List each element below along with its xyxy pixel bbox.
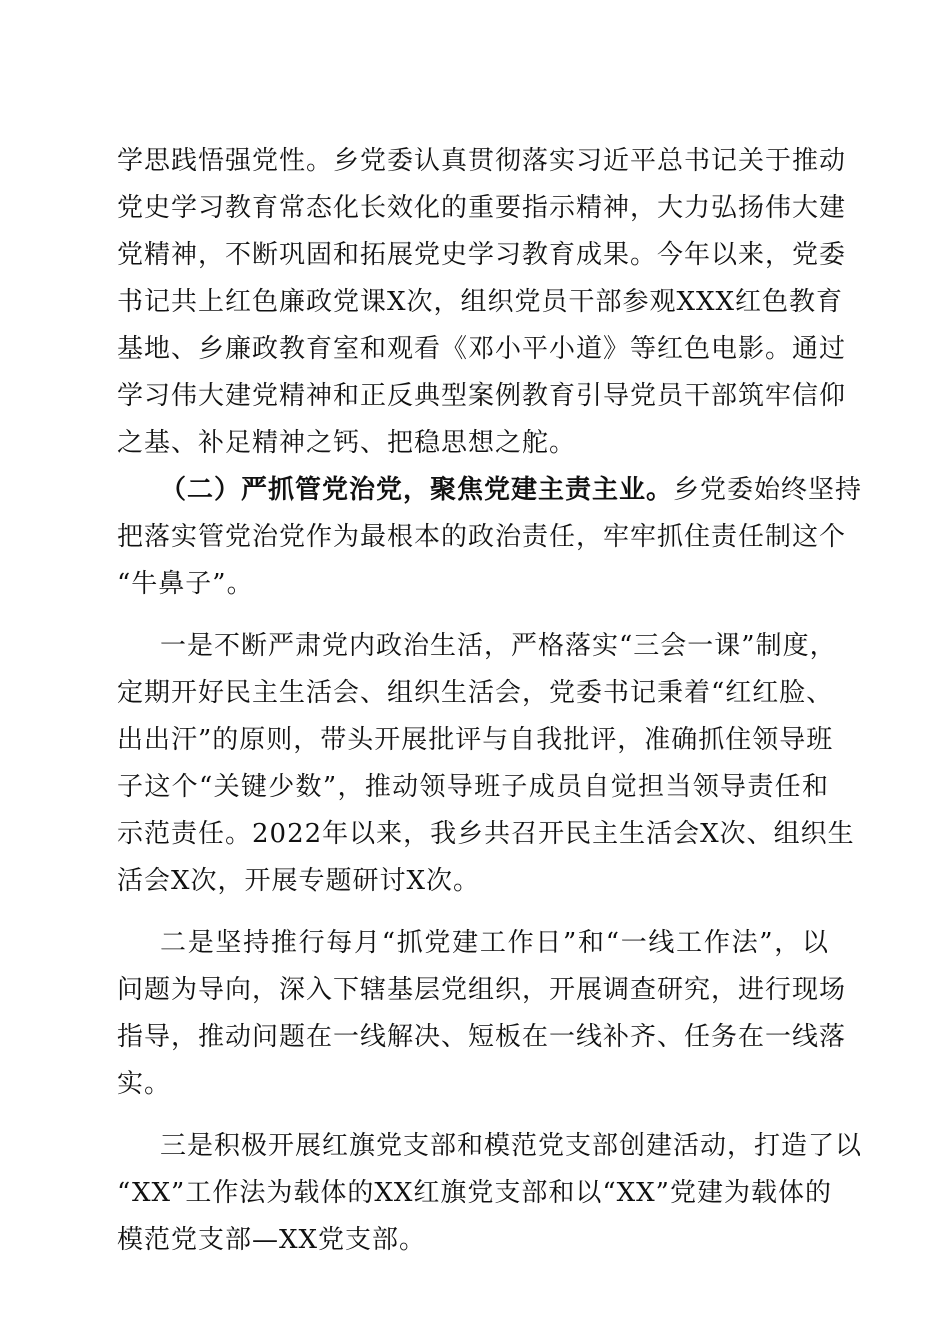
section-heading-line — [160, 468, 863, 512]
paragraph-line: 出出汗”的原则，带头开展批评与自我批评，准确抓住领导班 — [117, 725, 834, 755]
paragraph-line: 定期开好民主生活会、组织生活会，党委书记秉着“红红脸、 — [117, 678, 834, 708]
paragraph-line: 一是不断严肃党内政治生活，严格落实“三会一课”制度， — [160, 631, 837, 661]
paragraph-line: 书记共上红色廉政党课X次，组织党员干部参观XXX红色教育 — [117, 287, 844, 317]
paragraph-line: 之基、补足精神之钙、把稳思想之舵。 — [117, 428, 577, 458]
paragraph-line: 模范党支部—XX党支部。 — [117, 1225, 427, 1255]
paragraph-line: 示范责任。2022年以来，我乡共召开民主生活会X次、组织生 — [117, 819, 855, 849]
paragraph-line: 学思践悟强党性。乡党委认真贯彻落实习近平总书记关于推动 — [117, 146, 847, 176]
paragraph-line: 党精神，不断巩固和拓展党史学习教育成果。今年以来，党委 — [117, 240, 847, 270]
paragraph-line: 指导，推动问题在一线解决、短板在一线补齐、任务在一线落 — [117, 1022, 847, 1052]
paragraph-line: 子这个“关键少数”，推动领导班子成员自觉担当领导责任和 — [117, 772, 829, 802]
paragraph-line: 三是积极开展红旗党支部和模范党支部创建活动，打造了以 — [160, 1131, 863, 1161]
paragraph-line: 学习伟大建党精神和正反典型案例教育引导党员干部筑牢信仰 — [117, 381, 847, 411]
paragraph-line: 基地、乡廉政教育室和观看《邓小平小道》等红色电影。通过 — [117, 334, 847, 364]
paragraph-line: 问题为导向，深入下辖基层党组织，开展调查研究，进行现场 — [117, 975, 847, 1005]
paragraph-line: 二是坚持推行每月“抓党建工作日”和“一线工作法”，以 — [160, 928, 829, 958]
paragraph-line: 党史学习教育常态化长效化的重要指示精神，大力弘扬伟大建 — [117, 193, 847, 223]
paragraph-line: “牛鼻子”。 — [117, 569, 254, 599]
paragraph-line: 活会X次，开展专题研讨X次。 — [117, 866, 481, 896]
paragraph-line: “XX”工作法为载体的XX红旗党支部和以“XX”党建为载体的 — [117, 1178, 832, 1208]
paragraph-line: 把落实管党治党作为最根本的政治责任，牢牢抓住责任制这个 — [117, 522, 847, 552]
paragraph-line: 实。 — [117, 1069, 172, 1099]
section-heading: （二）严抓管党治党，聚焦党建主责主业。 — [160, 475, 674, 505]
section-heading-continuation: 乡党委始终坚持 — [673, 475, 863, 505]
